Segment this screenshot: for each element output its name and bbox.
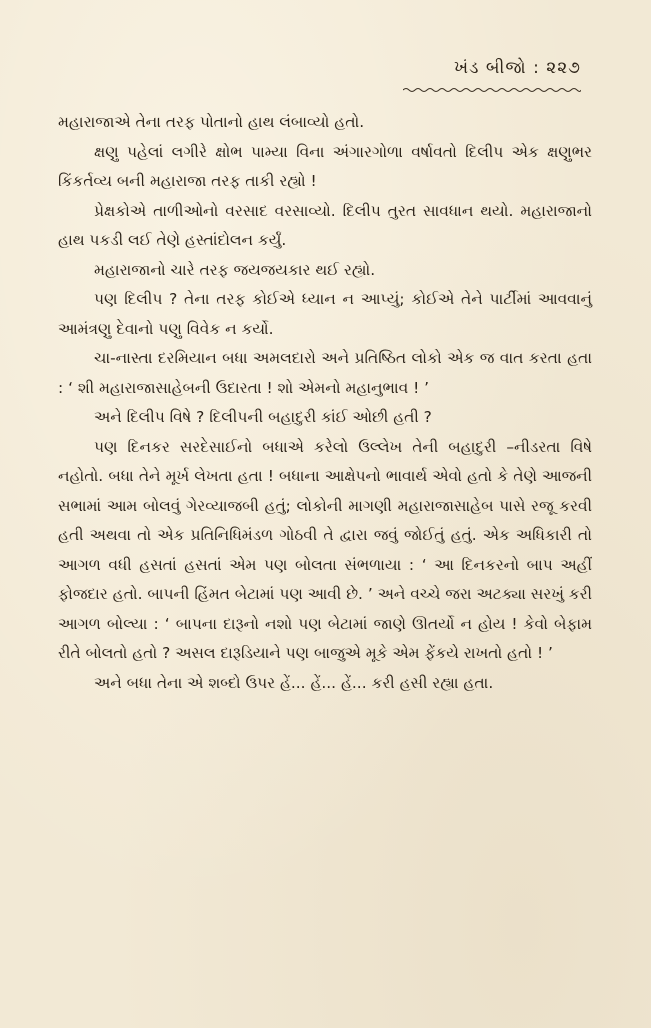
paragraph: અને દિલીપ વિષે ? દિલીપની બહાદુરી કાંઈ ઓછી હતી ? — [94, 408, 432, 426]
paragraph: મહારાજાએ તેના તરફ પોતાનો હાથ લંબાવ્યો હતો. — [58, 113, 365, 131]
paragraph: પણ દિનકર સરદેસાઈનો બધાએ કરેલો ઉલ્લેખ તેની બહાદુરી –નીડરતા વિષે નહોતો. બધા તેને મૂર્ખ લેખતા હતા ! બધાના આક્ષેપનો ભાવાર્થ એવો હતો કે તેણે આજની સભામાં આમ બોલવું ગેરવ્યાજબી હતું; લોકોની માગણી મહારાજાસાહેબ પાસે રજૂ કરવી હતી અથવા તો એક પ્રતિનિધિમંડળ ગોઠવી તે દ્વારા જવું જોઈતું હતું. એક અધિકારી તો આગળ વધી હસતાં હસતાં એમ પણ બોલતા સંભળાયા : ‘ આ દિનકરનો બાપ અહીં ફોજદાર હતો. બાપની હિંમત બેટામાં પણ આવી છે. ’ અને વચ્ચે જરા અટક્યા સરખું કરી આગળ બોલ્યા : ‘ બાપના દારૂનો નશો પણ બેટામાં જાણે ઊતર્યો ન હોય ! કેવો બેફામ રીતે બોલતો હતો ? અસલ દારૂડિયાને પણ બાજુએ મૂકે એમ ફેંકયે રાખતો હતો ! ’ — [58, 437, 592, 662]
wavy-rule-decoration — [403, 87, 581, 93]
paragraph: અને બધા તેના એ શબ્દો ઉપર હેં... હેં... હેં... કરી હસી રહ્યા હતા. — [94, 673, 494, 692]
running-head: ખંડ બીજો : ૨૨૭ — [454, 58, 581, 78]
paragraph: મહારાજાનો ચારે તરફ જયજયકાર થઈ રહ્યો. — [94, 260, 376, 279]
page-header — [403, 58, 581, 97]
body-text — [58, 108, 592, 698]
paragraph: ચા-નાસ્તા દરમિયાન બધા અમલદારો અને પ્રતિષ્ઠિત લોકો એક જ વાત કરતા હતા : ‘ શી મહારાજાસાહેબની ઉદારતા ! શો એમનો મહાનુભાવ ! ’ — [58, 349, 592, 397]
paragraph: પણ દિલીપ ? તેના તરફ કોઈએ ધ્યાન ન આપ્યું; કોઈએ તેને પાર્ટીમાં આવવાનું આમંત્રણુ દેવાનો પણુ વિવેક ન કર્યો. — [58, 290, 592, 338]
paragraph: પ્રેક્ષકોએ તાળીઓનો વરસાદ વરસાવ્યો. દિલીપ તુરત સાવધાન થયો. મહારાજાનો હાથ પકડી લઈ તેણે હસ્તાંદોલન કર્યું. — [58, 201, 592, 249]
paragraph: ક્ષણુ પહેલાં લગીરે ક્ષોભ પામ્યા વિના અંગારગોળા વર્ષાવતો દિલીપ એક ક્ષણુભર કિંકર્તવ્ય બની મહારાજા તરફ તાકી રહ્યો ! — [58, 142, 592, 190]
